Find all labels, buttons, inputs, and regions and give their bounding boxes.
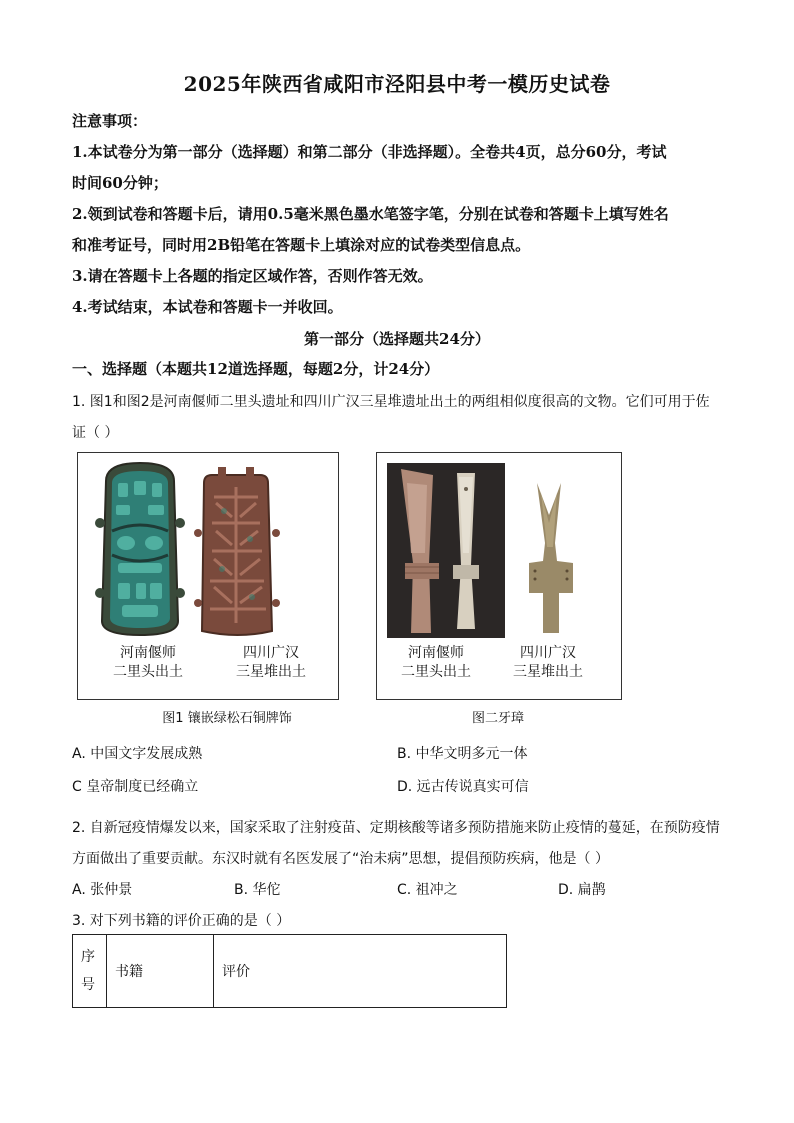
q2-option-c[interactable]: C. 祖冲之	[397, 882, 458, 898]
fig1-left-label-line-2: 二里头出土	[113, 664, 183, 680]
figure-1-image	[78, 453, 338, 643]
yazhang-blade-sanxingdui	[529, 483, 573, 633]
q1-stem-line-2: 证（ ）	[72, 425, 119, 441]
figure-2-frame	[376, 452, 622, 700]
q1-option-c[interactable]: C 皇帝制度已经确立	[72, 779, 199, 795]
turquoise-bronze-plaque-erlitou	[95, 463, 185, 635]
fig1-left-label-line-1: 河南偃师	[120, 645, 176, 661]
figure-2-caption: 图二牙璋	[471, 711, 524, 726]
figure-1-frame	[77, 452, 339, 700]
q2-option-b[interactable]: B. 华佗	[234, 882, 281, 898]
notice-item-2-line-2: 和准考证号，同时用2B铅笔在答题卡上填涂对应的试卷类型信息点。	[72, 236, 531, 254]
q2-option-a[interactable]: A. 张仲景	[72, 882, 133, 898]
notice-item-4: 4.考试结束，本试卷和答题卡一并收回。	[72, 298, 343, 316]
notice-item-1-line-1: 1.本试卷分为第一部分（选择题）和第二部分（非选择题）。全卷共4页，总分60分，考试	[72, 143, 667, 161]
bronze-plaque-sanxingdui	[194, 467, 280, 635]
table-header-evaluation: 评价	[214, 935, 507, 1008]
q1-option-b[interactable]: B. 中华文明多元一体	[397, 746, 528, 762]
part-1-title: 第一部分（选择题共24分）	[304, 330, 490, 348]
q2-option-d[interactable]: D. 扁鹊	[558, 882, 606, 898]
fig2-left-label-line-2: 二里头出土	[401, 664, 471, 680]
q1-option-a[interactable]: A. 中国文字发展成熟	[72, 746, 203, 762]
table-header-row	[73, 935, 507, 1008]
figure-2-image	[377, 453, 621, 643]
fig1-right-label-line-1: 四川广汉	[243, 645, 299, 661]
notice-item-2-line-1: 2.领到试卷和答题卡后，请用0.5毫米黑色墨水笔签字笔，分别在试卷和答题卡上填写姓名	[72, 205, 669, 223]
fig1-right-label-line-2: 三星堆出土	[236, 664, 306, 680]
q2-stem-line-2: 方面做出了重要贡献。东汉时就有名医发展了“治未病”思想，提倡预防疾病，他是（ ）	[72, 851, 609, 867]
fig2-left-label-line-1: 河南偃师	[408, 645, 464, 661]
table-header-number: 序 号	[73, 935, 107, 1008]
q3-stem: 3. 对下列书籍的评价正确的是（ ）	[72, 913, 291, 929]
q1-stem-line-1: 1. 图1和图2是河南偃师二里头遗址和四川广汉三星堆遗址出土的两组相似度很高的文物。它们可用于佐	[72, 394, 710, 410]
notice-item-1-line-2: 时间60分钟；	[72, 174, 168, 192]
fig2-right-label-line-2: 三星堆出土	[513, 664, 583, 680]
q2-stem-line-1: 2. 自新冠疫情爆发以来，国家采取了注射疫苗、定期核酸等诸多预防措施来防止疫情的蔓延，在预防疫情	[72, 820, 720, 836]
figure-1-caption: 图1 镶嵌绿松石铜牌饰	[162, 711, 292, 726]
section-1-title: 一、选择题（本题共12道选择题，每题2分，计24分）	[72, 360, 440, 378]
fig2-right-label-line-1: 四川广汉	[520, 645, 576, 661]
page-title: 2025年陕西省咸阳市泾阳县中考一模历史试卷	[183, 72, 611, 96]
q1-option-d[interactable]: D. 远古传说真实可信	[397, 779, 529, 795]
notice-item-3: 3.请在答题卡上各题的指定区域作答，否则作答无效。	[72, 267, 433, 285]
notice-heading: 注意事项：	[72, 112, 148, 130]
table-header-book: 书籍	[107, 935, 214, 1008]
q3-table	[72, 934, 507, 1008]
